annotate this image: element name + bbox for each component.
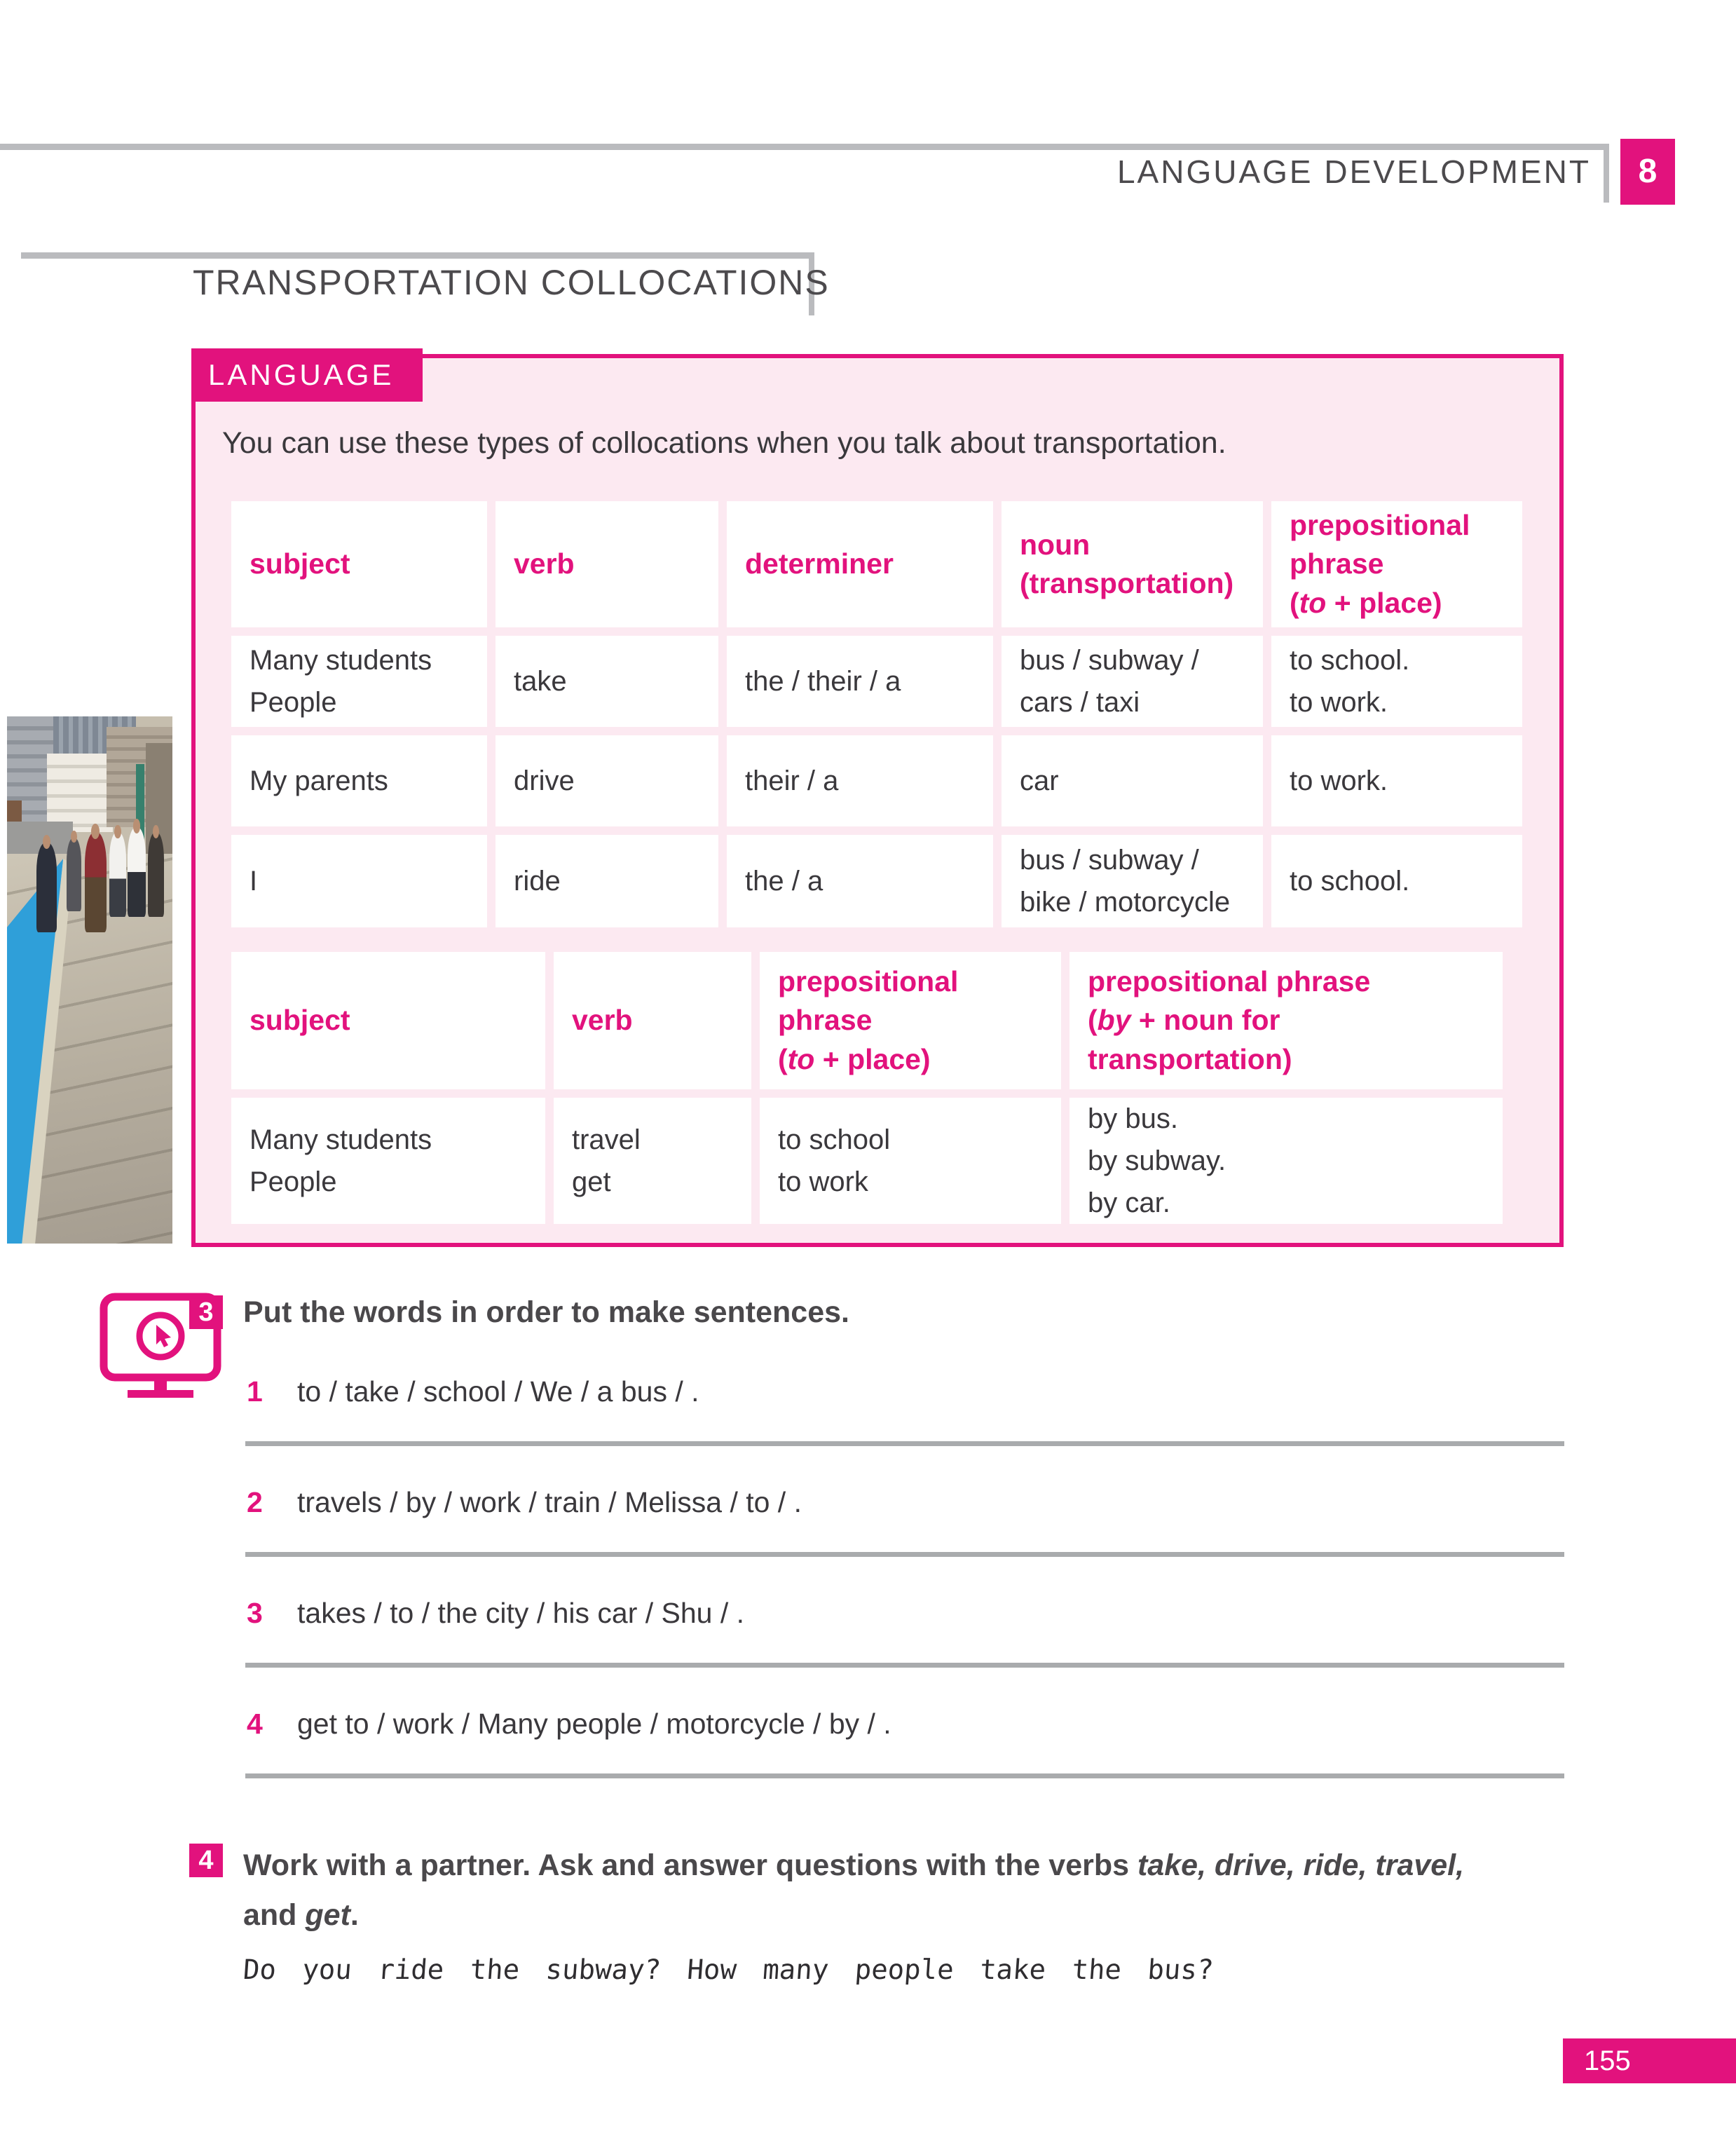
photo-building-white <box>47 754 113 833</box>
t1-row3-verb: ride <box>495 835 718 927</box>
language-box-intro: You can use these types of collocations when you talk about transportation. <box>222 426 1226 460</box>
item-4-text: get to / work / Many people / motorcycle / by / . <box>297 1708 891 1740</box>
answer-line-2 <box>245 1552 1564 1557</box>
exercise-3-instruction: Put the words in order to make sentences. <box>243 1295 849 1329</box>
t1-row3-prep: to school. <box>1271 835 1522 927</box>
language-box-tab: LANGUAGE <box>191 348 423 402</box>
t2-header-prep-by: prepositional phrase (by + noun for transportation) <box>1069 952 1503 1089</box>
t1-row2-determiner: their / a <box>727 735 993 826</box>
item-2-text: travels / by / work / train / Melissa / to / . <box>297 1486 802 1518</box>
photo-pedestrian <box>67 838 81 911</box>
page-title: TRANSPORTATION COLLOCATIONS <box>193 263 830 302</box>
t2-row1-prep-by: by bus. by subway. by car. <box>1069 1098 1503 1224</box>
item-3-text: takes / to / the city / his car / Shu / . <box>297 1597 745 1629</box>
t1-header-prep-phrase: prepositional phrase (to + place) <box>1271 501 1522 627</box>
t2-header-verb: verb <box>554 952 751 1089</box>
section-header: LANGUAGE DEVELOPMENT <box>1116 154 1591 190</box>
header-rule-tick <box>1604 144 1609 203</box>
answer-line-4 <box>245 1773 1564 1778</box>
photo-pedestrian <box>36 843 56 932</box>
t1-row1-noun: bus / subway / cars / taxi <box>1002 636 1263 727</box>
photo-pedestrian <box>148 832 165 916</box>
t2-header-prep-to: prepositional phrase (to + place) <box>760 952 1061 1089</box>
t1-row1-determiner: the / their / a <box>727 636 993 727</box>
exercise-4-number: 4 <box>189 1844 223 1877</box>
collocations-table-1 <box>231 501 1522 927</box>
t1-header-determiner: determiner <box>727 501 993 627</box>
t1-header-verb: verb <box>495 501 718 627</box>
t2-row1-prep-to: to school to work <box>760 1098 1061 1224</box>
photo-pedestrian <box>85 832 107 932</box>
item-1-number: 1 <box>247 1375 263 1408</box>
unit-number-badge: 8 <box>1620 139 1675 205</box>
exercise-4-instruction: Work with a partner. Ask and answer questions with the verbs take, drive, ride, travel, and get. <box>243 1848 1465 1932</box>
answer-line-3 <box>245 1663 1564 1668</box>
answer-line-1 <box>245 1441 1564 1446</box>
item-4-number: 4 <box>247 1708 263 1740</box>
street-photo <box>7 716 172 1244</box>
t1-row3-noun: bus / subway / bike / motorcycle <box>1002 835 1263 927</box>
t1-row2-subject: My parents <box>231 735 487 826</box>
t1-header-noun: noun (transportation) <box>1002 501 1263 627</box>
item-3-number: 3 <box>247 1597 263 1629</box>
t1-row2-verb: drive <box>495 735 718 826</box>
t1-row1-subject: Many students People <box>231 636 487 727</box>
item-1-text: to / take / school / We / a bus / . <box>297 1375 699 1408</box>
t2-row1-subject: Many students People <box>231 1098 545 1224</box>
collocations-table-2 <box>231 952 1503 1224</box>
header-rule <box>0 144 1604 150</box>
t1-row2-prep: to work. <box>1271 735 1522 826</box>
title-rule <box>21 252 814 259</box>
t1-row1-prep: to school. to work. <box>1271 636 1522 727</box>
photo-pedestrian <box>128 827 146 917</box>
exercise-3-number: 3 <box>189 1295 223 1329</box>
t1-row1-verb: take <box>495 636 718 727</box>
t1-row3-determiner: the / a <box>727 835 993 927</box>
t2-header-subject: subject <box>231 952 545 1089</box>
t1-row3-subject: I <box>231 835 487 927</box>
exercise-4-example: Do you ride the subway? How many people take the bus? <box>242 1954 1215 1986</box>
item-2-number: 2 <box>247 1486 263 1518</box>
t1-header-subject: subject <box>231 501 487 627</box>
photo-pedestrian <box>109 832 126 916</box>
t2-row1-verb: travel get <box>554 1098 751 1224</box>
page-number-badge: 155 <box>1563 2038 1736 2083</box>
t1-row2-noun: car <box>1002 735 1263 826</box>
